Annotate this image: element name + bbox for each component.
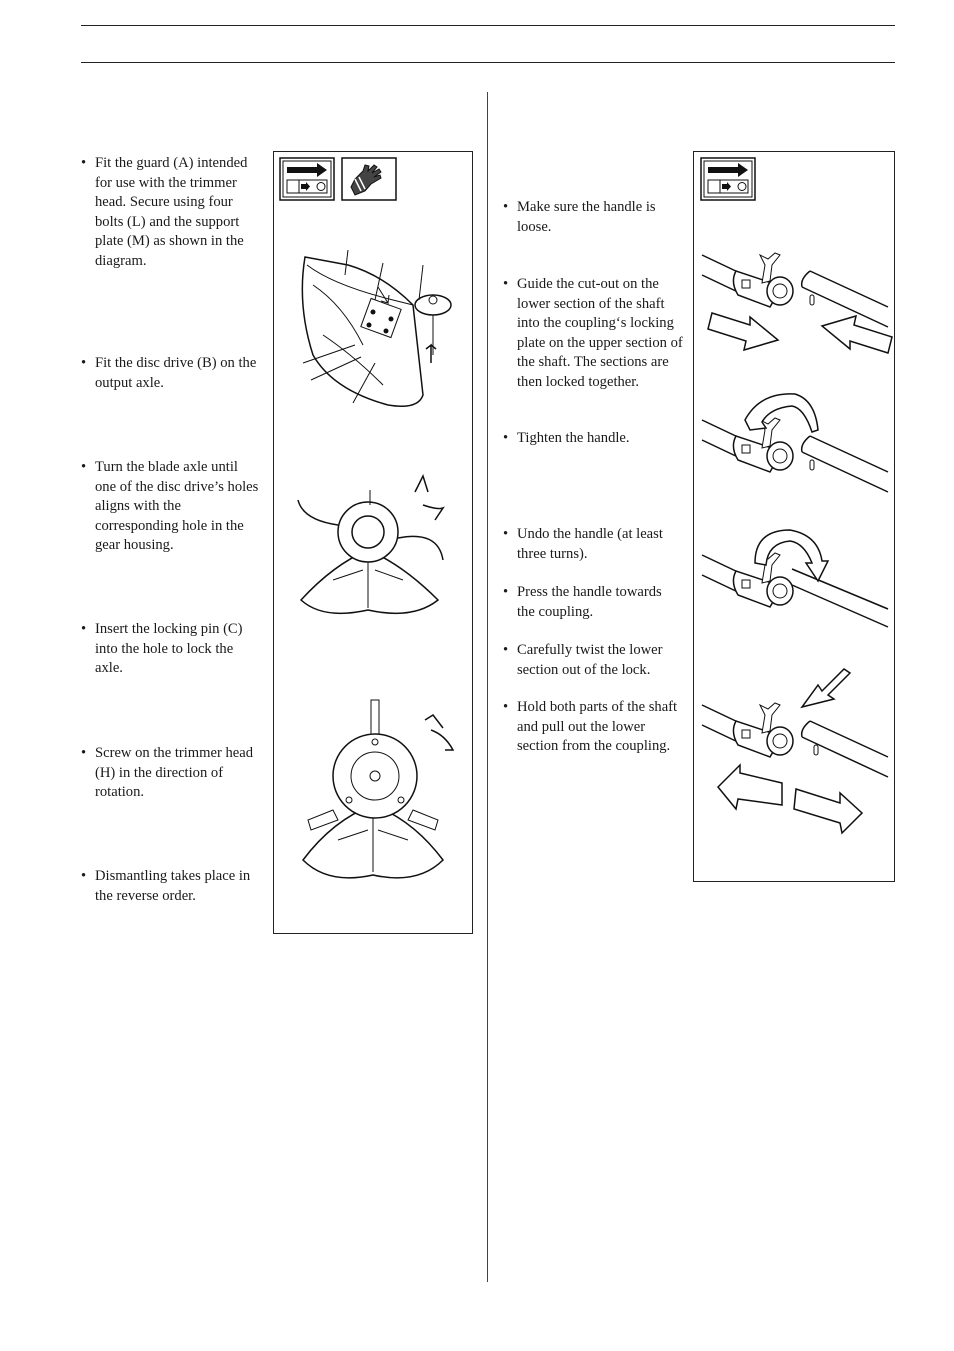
column-divider <box>487 92 488 1282</box>
bullet: • <box>81 745 87 761</box>
right-step-7-text: Hold both parts of the shaft and pull out the lower section from the coupling. <box>517 699 678 754</box>
bullet: • <box>81 621 87 637</box>
trimmer-head-diagram <box>293 690 463 890</box>
left-step-3 <box>81 458 261 556</box>
left-step-4-text: Insert the locking pin (C) into the hole to lock the axle. <box>95 621 243 676</box>
left-step-3-text: Turn the blade axle until one of the disc drive’s holes aligns with the corresponding hole in the gear housing. <box>95 459 259 553</box>
bullet: • <box>503 430 509 446</box>
left-step-4 <box>81 620 261 679</box>
bullet: • <box>503 276 509 292</box>
header-rule-top <box>81 25 895 26</box>
bullet: • <box>81 355 87 371</box>
bullet: • <box>81 868 87 884</box>
right-step-1 <box>503 198 683 237</box>
guard-assembly-diagram <box>293 245 463 410</box>
right-step-6 <box>503 641 683 680</box>
disc-drive-diagram <box>293 470 463 625</box>
left-step-5-text: Screw on the trimmer head (H) in the direction of rotation. <box>95 745 254 800</box>
right-step-5 <box>503 583 683 622</box>
right-step-4 <box>503 525 683 564</box>
shaft-join-diagram <box>700 245 890 380</box>
right-step-3 <box>503 429 683 449</box>
left-step-5 <box>81 744 261 803</box>
right-step-1-text: Make sure the handle is loose. <box>517 199 656 235</box>
header-rule-bottom <box>81 62 895 63</box>
wrench-arrow-icon <box>279 157 335 201</box>
shaft-tighten-diagram <box>700 390 890 505</box>
right-step-4-text: Undo the handle (at least three turns). <box>517 526 663 562</box>
bullet: • <box>503 699 509 715</box>
shaft-undo-diagram <box>700 525 890 645</box>
right-step-5-text: Press the handle towards the coupling. <box>517 584 662 620</box>
right-step-2-text: Guide the cut-out on the lower section of the shaft into the coupling‘s locking plate on the upper section of the shaft. The sections are then locked together. <box>517 276 683 390</box>
left-step-1 <box>81 154 261 271</box>
right-step-6-text: Carefully twist the lower section out of the lock. <box>517 642 663 678</box>
shaft-separate-diagram <box>700 665 895 835</box>
left-step-6-text: Dismantling takes place in the reverse order. <box>95 868 251 904</box>
bullet: • <box>81 155 87 171</box>
right-step-2 <box>503 275 683 392</box>
wrench-arrow-icon <box>700 157 756 201</box>
bullet: • <box>81 459 87 475</box>
left-step-6 <box>81 867 261 906</box>
bullet: • <box>503 199 509 215</box>
bullet: • <box>503 642 509 658</box>
left-step-2-text: Fit the disc drive (B) on the output axle. <box>95 355 257 391</box>
left-step-2 <box>81 354 261 393</box>
right-step-3-text: Tighten the handle. <box>517 430 630 446</box>
right-step-7 <box>503 698 683 757</box>
protective-glove-icon <box>341 157 397 201</box>
bullet: • <box>503 584 509 600</box>
left-step-1-text: Fit the guard (A) intended for use with the trimmer head. Secure using four bolts (L) and the support plate (M) as shown in the diagram. <box>95 155 248 269</box>
bullet: • <box>503 526 509 542</box>
